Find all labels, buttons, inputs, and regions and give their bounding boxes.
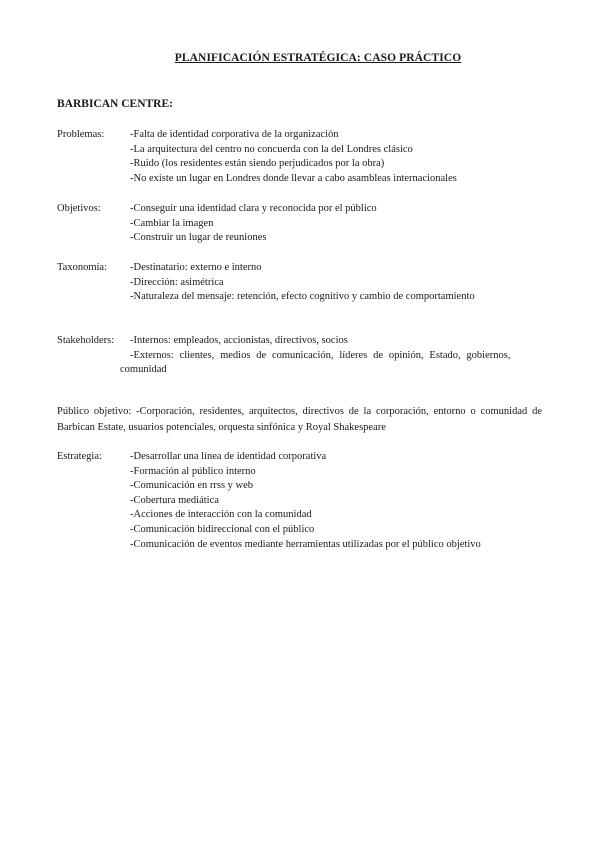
list-item: -Desarrollar una línea de identidad corporativa (130, 451, 327, 462)
taxonomia-label: Taxonomía: (57, 262, 108, 273)
list-item: -Cobertura mediática (130, 494, 219, 506)
problemas-list (130, 128, 542, 186)
list-item: -Acciones de interacción con la comunidad (130, 509, 312, 521)
stakeholders-label: Stakeholders: (57, 335, 115, 346)
list-item: -Comunicación en rrss y web (130, 480, 254, 492)
section-heading: BARBICAN CENTRE: (57, 98, 173, 110)
document-title: PLANIFICACIÓN ESTRATÉGICA: CASO PRÁCTICO (174, 52, 462, 64)
estrategia-section (57, 450, 542, 555)
list-item: -Ruido (los residentes están siendo perjudicados por la obra) (130, 158, 385, 170)
list-item: -Conseguir una identidad clara y reconocida por el público (130, 203, 377, 214)
list-item: -Internos: empleados, accionistas, directivos, socios (130, 335, 348, 346)
taxonomia-list (130, 261, 542, 305)
list-item: -Formación al público interno (130, 465, 256, 477)
estrategia-label: Estrategia: (57, 451, 102, 462)
list-item: -Cambiar la imagen (130, 217, 214, 229)
taxonomia-section (57, 261, 542, 306)
stakeholders-list (130, 334, 542, 363)
list-item: -Comunicación bidireccional con el público (130, 523, 315, 535)
publico-objetivo-paragraph: Público objetivo: -Corporación, residentes, arquitectos, directivos de la corporación, entorno o comunidad de Barbican Estate, usuarios potenciales, orquesta sinfónica y Royal Shakespeare (57, 406, 542, 433)
objetivos-section (57, 202, 542, 247)
list-item: -Destinatario: externo e interno (130, 262, 262, 273)
problemas-section (57, 128, 542, 188)
list-item: -Falta de identidad corporativa de la organización (130, 129, 339, 140)
list-item: -Construir un lugar de reuniones (130, 232, 267, 244)
objetivos-list (130, 202, 542, 246)
list-item: -Comunicación de eventos mediante herramientas utilizadas por el público objetivo (130, 538, 481, 550)
list-item: -Naturaleza del mensaje: retención, efecto cognitivo y cambio de comportamiento (130, 291, 475, 303)
objetivos-label: Objetivos: (57, 203, 101, 214)
list-item-continuation: comunidad (120, 364, 167, 375)
stakeholders-section (57, 334, 542, 379)
problemas-label: Problemas: (57, 129, 105, 140)
list-item: -La arquitectura del centro no concuerda con la del Londres clásico (130, 143, 413, 155)
list-item: -Externos: clientes, medios de comunicación, líderes de opinión, Estado, gobiernos, (130, 349, 511, 361)
estrategia-list (130, 450, 542, 552)
list-item: -No existe un lugar en Londres donde llevar a cabo asambleas internacionales (130, 172, 457, 184)
list-item: -Dirección: asimétrica (130, 276, 224, 288)
